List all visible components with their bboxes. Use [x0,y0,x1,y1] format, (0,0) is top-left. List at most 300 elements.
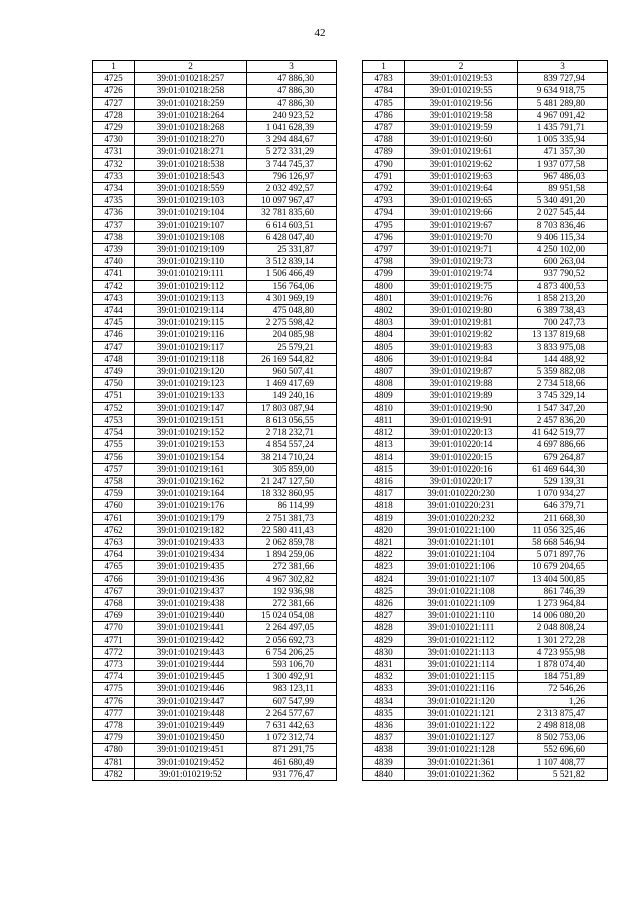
cadastral-value-cell: 839 727,94 [518,73,608,85]
cadastral-value-cell: 2 264 577,67 [247,707,337,719]
row-number-cell: 4806 [363,353,405,365]
table-row [363,597,608,609]
cadastral-number-cell: 39:01:010218:543 [135,170,247,182]
row-number-cell: 4801 [363,292,405,304]
cadastral-number-cell: 39:01:010219:80 [405,305,518,317]
table-header-row [93,61,337,73]
cadastral-value-cell: 2 718 232,71 [247,427,337,439]
row-number-cell: 4762 [93,524,135,536]
cadastral-value-cell: 149 240,16 [247,390,337,402]
row-number-cell: 4746 [93,329,135,341]
row-number-cell: 4807 [363,366,405,378]
row-number-cell: 4766 [93,573,135,585]
cadastral-value-cell: 646 379,71 [518,500,608,512]
row-number-cell: 4742 [93,280,135,292]
table-row [93,158,337,170]
cadastral-value-cell: 861 746,39 [518,585,608,597]
cadastral-number-cell: 39:01:010219:76 [405,292,518,304]
row-number-cell: 4795 [363,219,405,231]
cadastral-number-cell: 39:01:010221:107 [405,573,518,585]
row-number-cell: 4777 [93,707,135,719]
cadastral-value-cell: 184 751,89 [518,671,608,683]
cadastral-value-cell: 1 894 259,06 [247,549,337,561]
table-row [363,109,608,121]
row-number-cell: 4813 [363,439,405,451]
table-row [363,244,608,256]
cadastral-value-cell: 796 126,97 [247,170,337,182]
row-number-cell: 4772 [93,646,135,658]
table-row [363,634,608,646]
cadastral-value-cell: 21 247 127,50 [247,475,337,487]
row-number-cell: 4726 [93,85,135,97]
row-number-cell: 4836 [363,719,405,731]
cadastral-number-cell: 39:01:010219:60 [405,134,518,146]
cadastral-number-cell: 39:01:010219:435 [135,561,247,573]
row-number-cell: 4728 [93,109,135,121]
cadastral-number-cell: 39:01:010219:75 [405,280,518,292]
table-row [93,744,337,756]
row-number-cell: 4740 [93,256,135,268]
column-header: 1 [93,61,135,73]
cadastral-number-cell: 39:01:010221:108 [405,585,518,597]
cadastral-number-cell: 39:01:010218:270 [135,134,247,146]
cadastral-value-cell: 983 123,11 [247,683,337,695]
cadastral-value-cell: 2 498 818,08 [518,719,608,731]
cadastral-value-cell: 89 951,58 [518,183,608,195]
table-row [93,280,337,292]
cadastral-number-cell: 39:01:010219:87 [405,366,518,378]
row-number-cell: 4743 [93,292,135,304]
table-row [363,451,608,463]
table-row [363,73,608,85]
cadastral-value-cell: 679 264,87 [518,451,608,463]
table-row [93,195,337,207]
table-row [93,500,337,512]
row-number-cell: 4779 [93,732,135,744]
row-number-cell: 4840 [363,768,405,780]
cadastral-value-cell: 38 214 710,24 [247,451,337,463]
row-number-cell: 4761 [93,512,135,524]
table-row [93,634,337,646]
cadastral-number-cell: 39:01:010219:81 [405,317,518,329]
cadastral-number-cell: 39:01:010219:66 [405,207,518,219]
row-number-cell: 4812 [363,427,405,439]
table-row [363,219,608,231]
table-row [363,610,608,622]
cadastral-value-cell: 144 488,92 [518,353,608,365]
row-number-cell: 4797 [363,244,405,256]
cadastral-number-cell: 39:01:010219:161 [135,463,247,475]
table-row [93,597,337,609]
row-number-cell: 4788 [363,134,405,146]
table-row [93,768,337,780]
cadastral-number-cell: 39:01:010219:152 [135,427,247,439]
cadastral-number-cell: 39:01:010219:73 [405,256,518,268]
table-body [363,73,608,781]
cadastral-number-cell: 39:01:010221:361 [405,756,518,768]
cadastral-number-cell: 39:01:010219:176 [135,500,247,512]
cadastral-value-cell: 10 679 204,65 [518,561,608,573]
cadastral-value-cell: 960 507,41 [247,366,337,378]
cadastral-value-cell: 22 580 411,43 [247,524,337,536]
table-row [363,488,608,500]
table-row [363,768,608,780]
table-row [363,732,608,744]
cadastral-value-cell: 8 502 753,06 [518,732,608,744]
row-number-cell: 4758 [93,475,135,487]
table-row [93,244,337,256]
cadastral-value-cell: 47 886,30 [247,85,337,97]
row-number-cell: 4825 [363,585,405,597]
cadastral-value-cell: 6 614 603,51 [247,219,337,231]
row-number-cell: 4827 [363,610,405,622]
cadastral-number-cell: 39:01:010219:116 [135,329,247,341]
row-number-cell: 4773 [93,658,135,670]
cadastral-value-cell: 5 521,82 [518,768,608,780]
table-row [363,695,608,707]
table-row [93,268,337,280]
cadastral-number-cell: 39:01:010219:123 [135,378,247,390]
cadastral-value-cell: 871 291,75 [247,744,337,756]
cadastral-value-cell: 272 381,66 [247,597,337,609]
cadastral-number-cell: 39:01:010219:109 [135,244,247,256]
cadastral-number-cell: 39:01:010219:118 [135,353,247,365]
cadastral-value-cell: 1 005 335,94 [518,134,608,146]
row-number-cell: 4750 [93,378,135,390]
cadastral-number-cell: 39:01:010221:111 [405,622,518,634]
table-row [93,695,337,707]
cadastral-value-cell: 58 668 546,94 [518,536,608,548]
row-number-cell: 4811 [363,414,405,426]
cadastral-value-cell: 2 275 598,42 [247,317,337,329]
cadastral-number-cell: 39:01:010219:59 [405,122,518,134]
row-number-cell: 4745 [93,317,135,329]
cadastral-number-cell: 39:01:010218:559 [135,183,247,195]
row-number-cell: 4753 [93,414,135,426]
column-header: 2 [405,61,518,73]
row-number-cell: 4815 [363,463,405,475]
cadastral-number-cell: 39:01:010219:115 [135,317,247,329]
cadastral-number-cell: 39:01:010221:116 [405,683,518,695]
cadastral-value-cell: 2 751 381,73 [247,512,337,524]
row-number-cell: 4826 [363,597,405,609]
cadastral-value-cell: 1 435 791,71 [518,122,608,134]
cadastral-value-cell: 2 032 492,57 [247,183,337,195]
cadastral-number-cell: 39:01:010219:438 [135,597,247,609]
row-number-cell: 4771 [93,634,135,646]
cadastral-number-cell: 39:01:010219:112 [135,280,247,292]
cadastral-value-cell: 2 734 518,66 [518,378,608,390]
row-number-cell: 4831 [363,658,405,670]
table-row [363,439,608,451]
cadastral-value-cell: 2 264 497,05 [247,622,337,634]
table-row [363,134,608,146]
cadastral-value-cell: 5 359 882,08 [518,366,608,378]
table-row [93,683,337,695]
cadastral-number-cell: 39:01:010219:64 [405,183,518,195]
cadastral-number-cell: 39:01:010218:264 [135,109,247,121]
table-row [363,183,608,195]
row-number-cell: 4751 [93,390,135,402]
table-row [93,756,337,768]
row-number-cell: 4729 [93,122,135,134]
table-row [93,390,337,402]
cadastral-number-cell: 39:01:010219:82 [405,329,518,341]
row-number-cell: 4737 [93,219,135,231]
row-number-cell: 4803 [363,317,405,329]
table-row [363,195,608,207]
cadastral-value-cell: 47 886,30 [247,97,337,109]
cadastral-value-cell: 475 048,80 [247,305,337,317]
cadastral-value-cell: 1 107 408,77 [518,756,608,768]
table-row [93,610,337,622]
cadastral-number-cell: 39:01:010219:103 [135,195,247,207]
table-row [363,317,608,329]
row-number-cell: 4819 [363,512,405,524]
cadastral-value-cell: 600 263,04 [518,256,608,268]
cadastral-value-cell: 211 668,30 [518,512,608,524]
cadastral-value-cell: 8 703 836,46 [518,219,608,231]
cadastral-value-cell: 5 071 897,76 [518,549,608,561]
row-number-cell: 4794 [363,207,405,219]
cadastral-number-cell: 39:01:010220:17 [405,475,518,487]
cadastral-number-cell: 39:01:010219:440 [135,610,247,622]
row-number-cell: 4818 [363,500,405,512]
row-number-cell: 4823 [363,561,405,573]
cadastral-value-cell: 14 006 080,20 [518,610,608,622]
cadastral-value-cell: 4 301 969,19 [247,292,337,304]
table-row [363,585,608,597]
cadastral-number-cell: 39:01:010219:104 [135,207,247,219]
row-number-cell: 4805 [363,341,405,353]
table-row [363,475,608,487]
table-row [93,366,337,378]
row-number-cell: 4821 [363,536,405,548]
cadastral-value-cell: 272 381,66 [247,561,337,573]
row-number-cell: 4792 [363,183,405,195]
cadastral-value-cell: 9 406 115,34 [518,231,608,243]
cadastral-value-cell: 471 357,30 [518,146,608,158]
cadastral-value-cell: 1 858 213,20 [518,292,608,304]
column-header: 2 [135,61,247,73]
cadastral-value-cell: 6 754 206,25 [247,646,337,658]
cadastral-number-cell: 39:01:010219:62 [405,158,518,170]
table-row [363,500,608,512]
row-number-cell: 4738 [93,231,135,243]
cadastral-number-cell: 39:01:010221:127 [405,732,518,744]
cadastral-number-cell: 39:01:010219:446 [135,683,247,695]
cadastral-number-cell: 39:01:010219:450 [135,732,247,744]
row-number-cell: 4768 [93,597,135,609]
cadastral-number-cell: 39:01:010219:111 [135,268,247,280]
cadastral-number-cell: 39:01:010219:162 [135,475,247,487]
row-number-cell: 4765 [93,561,135,573]
cadastral-value-cell: 937 790,52 [518,268,608,280]
cadastral-value-cell: 2 056 692,73 [247,634,337,646]
cadastral-value-cell: 47 886,30 [247,73,337,85]
row-number-cell: 4791 [363,170,405,182]
table-row [363,366,608,378]
table-row [93,646,337,658]
row-number-cell: 4769 [93,610,135,622]
cadastral-number-cell: 39:01:010219:67 [405,219,518,231]
table-row [363,85,608,97]
cadastral-number-cell: 39:01:010219:153 [135,439,247,451]
row-number-cell: 4744 [93,305,135,317]
row-number-cell: 4781 [93,756,135,768]
table-row [363,573,608,585]
cadastral-number-cell: 39:01:010221:109 [405,597,518,609]
row-number-cell: 4756 [93,451,135,463]
table-row [363,122,608,134]
row-number-cell: 4837 [363,732,405,744]
table-row [93,512,337,524]
cadastral-value-cell: 25 579,21 [247,341,337,353]
cadastral-number-cell: 39:01:010219:83 [405,341,518,353]
cadastral-number-cell: 39:01:010221:122 [405,719,518,731]
row-number-cell: 4725 [93,73,135,85]
cadastral-number-cell: 39:01:010220:14 [405,439,518,451]
cadastral-value-cell: 61 469 644,30 [518,463,608,475]
row-number-cell: 4754 [93,427,135,439]
cadastral-value-cell: 4 854 557,24 [247,439,337,451]
cadastral-value-cell: 156 764,06 [247,280,337,292]
cadastral-number-cell: 39:01:010218:271 [135,146,247,158]
row-number-cell: 4780 [93,744,135,756]
column-header: 3 [518,61,608,73]
table-row [93,305,337,317]
row-number-cell: 4733 [93,170,135,182]
table-row [363,756,608,768]
cadastral-value-cell: 4 873 400,53 [518,280,608,292]
table-row [93,707,337,719]
cadastral-number-cell: 39:01:010219:179 [135,512,247,524]
row-number-cell: 4785 [363,97,405,109]
row-number-cell: 4734 [93,183,135,195]
cadastral-number-cell: 39:01:010219:151 [135,414,247,426]
cadastral-value-cell: 3 833 975,08 [518,341,608,353]
cadastral-value-cell: 204 085,98 [247,329,337,341]
table-row [363,719,608,731]
cadastral-value-cell: 1 070 934,27 [518,488,608,500]
cadastral-number-cell: 39:01:010219:444 [135,658,247,670]
cadastral-value-cell: 1 878 074,40 [518,658,608,670]
row-number-cell: 4816 [363,475,405,487]
table-row [93,488,337,500]
cadastral-number-cell: 39:01:010219:434 [135,549,247,561]
cadastral-number-cell: 39:01:010219:88 [405,378,518,390]
row-number-cell: 4808 [363,378,405,390]
page-number: 42 [314,27,326,39]
cadastral-table-right [362,60,608,781]
cadastral-number-cell: 39:01:010221:362 [405,768,518,780]
cadastral-number-cell: 39:01:010221:115 [405,671,518,683]
cadastral-value-cell: 10 097 967,47 [247,195,337,207]
cadastral-value-cell: 26 169 544,82 [247,353,337,365]
cadastral-value-cell: 7 631 442,63 [247,719,337,731]
row-number-cell: 4770 [93,622,135,634]
row-number-cell: 4834 [363,695,405,707]
cadastral-value-cell: 86 114,99 [247,500,337,512]
cadastral-number-cell: 39:01:010219:436 [135,573,247,585]
row-number-cell: 4833 [363,683,405,695]
row-number-cell: 4775 [93,683,135,695]
cadastral-number-cell: 39:01:010219:441 [135,622,247,634]
table-row [93,231,337,243]
table-row [363,390,608,402]
cadastral-number-cell: 39:01:010219:447 [135,695,247,707]
cadastral-value-cell: 18 332 860,95 [247,488,337,500]
row-number-cell: 4790 [363,158,405,170]
cadastral-value-cell: 2 027 545,44 [518,207,608,219]
cadastral-number-cell: 39:01:010221:120 [405,695,518,707]
table-row [93,549,337,561]
table-row [93,134,337,146]
cadastral-value-cell: 4 967 091,42 [518,109,608,121]
cadastral-number-cell: 39:01:010219:114 [135,305,247,317]
table-row [363,207,608,219]
table-row [93,732,337,744]
cadastral-number-cell: 39:01:010219:53 [405,73,518,85]
cadastral-value-cell: 5 340 491,20 [518,195,608,207]
cadastral-number-cell: 39:01:010221:112 [405,634,518,646]
table-row [93,317,337,329]
row-number-cell: 4767 [93,585,135,597]
table-row [93,219,337,231]
cadastral-number-cell: 39:01:010219:90 [405,402,518,414]
table-row [93,561,337,573]
table-row [363,305,608,317]
column-header: 3 [247,61,337,73]
table-row [363,378,608,390]
cadastral-number-cell: 39:01:010220:231 [405,500,518,512]
cadastral-number-cell: 39:01:010219:164 [135,488,247,500]
row-number-cell: 4749 [93,366,135,378]
cadastral-number-cell: 39:01:010221:114 [405,658,518,670]
row-number-cell: 4835 [363,707,405,719]
cadastral-number-cell: 39:01:010219:91 [405,414,518,426]
cadastral-value-cell: 6 389 738,43 [518,305,608,317]
row-number-cell: 4782 [93,768,135,780]
cadastral-value-cell: 1 301 272,28 [518,634,608,646]
table-row [93,146,337,158]
cadastral-value-cell: 192 936,98 [247,585,337,597]
row-number-cell: 4787 [363,122,405,134]
row-number-cell: 4789 [363,146,405,158]
row-number-cell: 4809 [363,390,405,402]
cadastral-number-cell: 39:01:010219:63 [405,170,518,182]
cadastral-value-cell: 4 723 955,98 [518,646,608,658]
row-number-cell: 4760 [93,500,135,512]
table-row [93,97,337,109]
cadastral-number-cell: 39:01:010220:13 [405,427,518,439]
cadastral-value-cell: 2 457 836,20 [518,414,608,426]
cadastral-number-cell: 39:01:010220:230 [405,488,518,500]
cadastral-value-cell: 1 547 347,20 [518,402,608,414]
cadastral-number-cell: 39:01:010219:52 [135,768,247,780]
cadastral-value-cell: 2 313 875,47 [518,707,608,719]
cadastral-number-cell: 39:01:010220:232 [405,512,518,524]
table-row [363,707,608,719]
column-header: 1 [363,61,405,73]
cadastral-value-cell: 593 106,70 [247,658,337,670]
table-row [363,622,608,634]
row-number-cell: 4802 [363,305,405,317]
cadastral-number-cell: 39:01:010218:257 [135,73,247,85]
cadastral-value-cell: 5 272 331,29 [247,146,337,158]
cadastral-number-cell: 39:01:010218:259 [135,97,247,109]
table-row [363,256,608,268]
